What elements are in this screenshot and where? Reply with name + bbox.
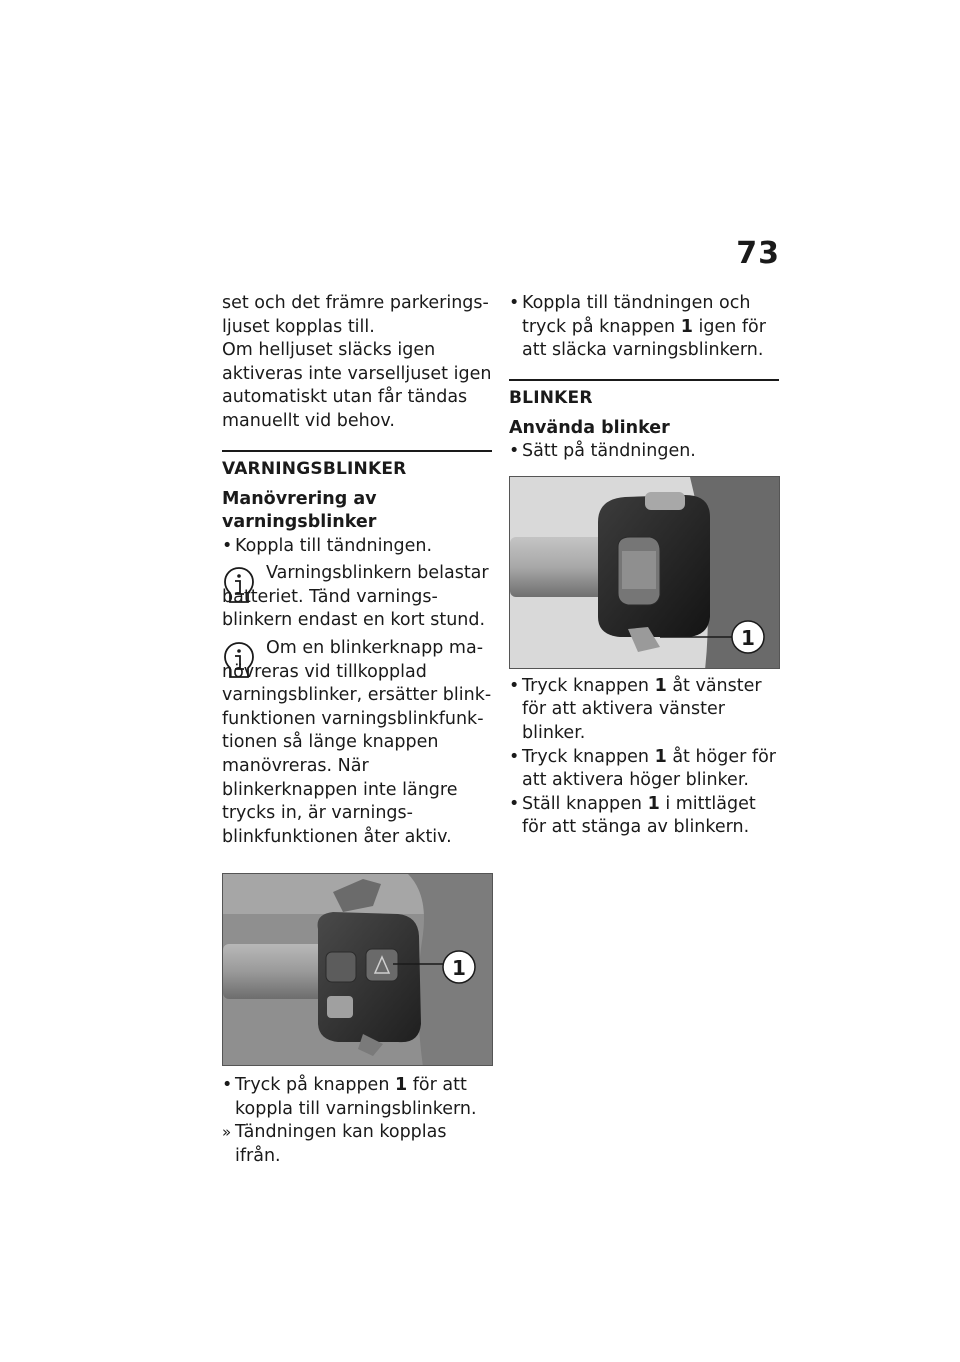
info-icon: [222, 641, 256, 681]
right-column: [509, 292, 779, 840]
bullet-ignition-on: • Koppla till tändningen.: [222, 535, 492, 559]
photo-callout-label: 1: [452, 956, 466, 981]
continuation-text: set och det främre parkeringsljuset kopplas till.: [222, 293, 489, 337]
bullet-indicator-left: • Tryck knappen 1 åt vänster för att aktivera vänster blinker.: [509, 675, 779, 746]
info-icon: [222, 566, 256, 606]
bullet-ignition-on: • Sätt på tändningen.: [509, 440, 779, 464]
photo-indicator-switch: [509, 476, 780, 669]
subsection-title-hazard-operation: Manövrering av varningsblinker: [222, 488, 377, 533]
photo-callout-label: 1: [741, 625, 755, 650]
section-title-hazard: VARNINGSBLINKER: [222, 458, 407, 479]
result-ignition-off: » Tändningen kan kopplas ifrån.: [222, 1121, 492, 1168]
subsection-title-use-indicator: Använda blinker: [509, 417, 670, 438]
bullet-indicator-center: • Ställ knappen 1 i mittläget för att stänga av blinkern.: [509, 793, 779, 840]
left-column: [222, 292, 492, 1169]
section-rule: [509, 379, 779, 381]
photo-hazard-switch: [222, 873, 493, 1066]
note-battery: Varningsblinkern belastar batteriet. Tänd varningsblinkern endast en kort stund.: [222, 563, 489, 631]
note-indicator-override: Om en blinkerknapp manövreras vid tillkopplad varningsblinker, ersätter blinkfunktionen varningsblinkfunktionen så länge knappen manövreras. När blinkerknappen inte längre trycks in, är varningsblinkfunktionen åter aktiv.: [222, 637, 492, 847]
bullet-indicator-right: • Tryck knappen 1 åt höger för att aktivera höger blinker.: [509, 746, 779, 793]
section-rule: [222, 450, 492, 452]
paragraph-headlight: Om helljuset släcks igen aktiveras inte varselljuset igen automatiskt utan får tändas manuellt vid behov.: [222, 340, 492, 431]
bullet-press-hazard: • Tryck på knappen 1 för att koppla till varningsblinkern.: [222, 1074, 492, 1121]
page-number: 73: [736, 236, 780, 271]
section-title-indicator: BLINKER: [509, 387, 593, 408]
bullet-hazard-off: • Koppla till tändningen och tryck på knappen 1 igen för att släcka varningsblinkern.: [509, 292, 779, 363]
